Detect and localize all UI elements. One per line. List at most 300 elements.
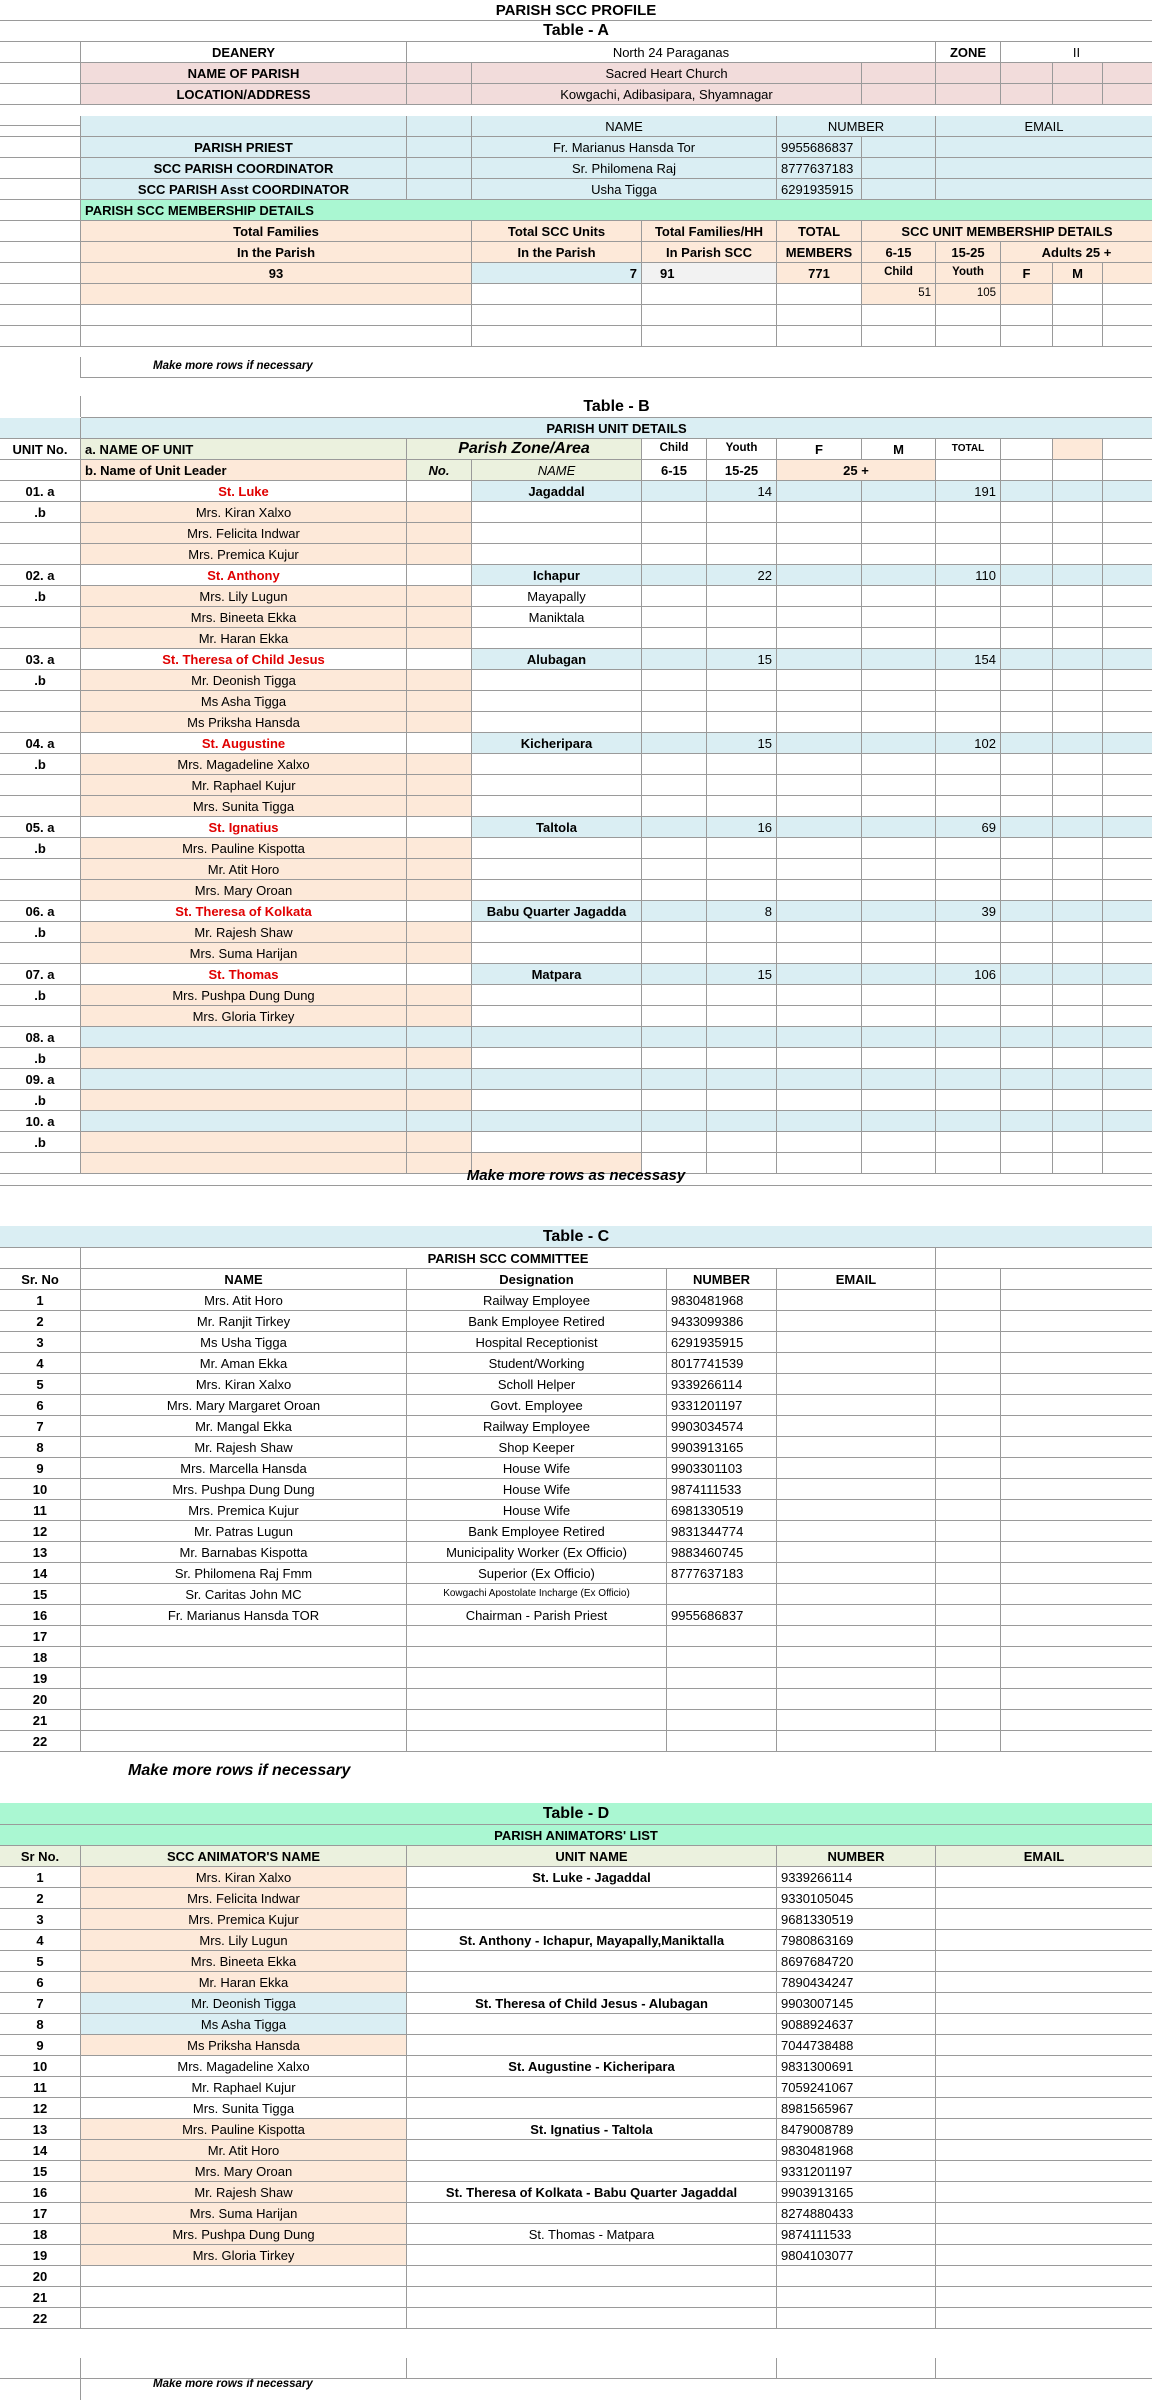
member-name [81,1626,407,1647]
unit-zone [472,523,642,544]
cell [777,1048,862,1069]
h-in-parish: In the Parish [81,242,472,263]
animator-number: 9831300691 [777,2056,936,2077]
animator-unit [407,2161,777,2182]
cell [936,2224,1152,2245]
unit-child [642,901,707,922]
cell [936,158,1152,179]
unit-total [936,607,1001,628]
animator-name: Mrs. Lily Lugun [81,1930,407,1951]
table-d-title: Table - D [0,1803,1152,1825]
unit-leader: Ms Asha Tigga [81,691,407,712]
member-name: Mrs. Kiran Xalxo [81,1374,407,1395]
member-name: Mrs. Atit Horo [81,1290,407,1311]
unit-leader: Mrs. Mary Oroan [81,880,407,901]
table-row [0,838,1152,859]
cell [1001,880,1053,901]
cell [777,796,862,817]
unit-youth [707,922,777,943]
unit-leader: Mrs. Pauline Kispotta [81,838,407,859]
table-row [0,2119,1152,2140]
cell [777,326,862,347]
cell [777,1027,862,1048]
cell [862,901,936,922]
table-row [0,628,1152,649]
table-row [0,2266,1152,2287]
member-name: Fr. Marianus Hansda TOR [81,1605,407,1626]
table-row [0,859,1152,880]
member-name: Mrs. Marcella Hansda [81,1458,407,1479]
unit-zone [472,1006,642,1027]
table-row [0,1416,1152,1437]
cell [936,1605,1001,1626]
cell [1103,523,1152,544]
h-total-families: Total Families [81,221,472,242]
cell [1103,943,1152,964]
h-b-f: F [777,439,862,460]
member-designation: House Wife [407,1458,667,1479]
cell [777,1311,936,1332]
unit-leader: Ms Priksha Hansda [81,712,407,733]
cell [1053,985,1103,1006]
animator-name [81,2266,407,2287]
unit-youth: 15 [707,649,777,670]
col-email: EMAIL [936,116,1152,137]
cell [777,691,862,712]
cell [1053,859,1103,880]
table-row [0,2140,1152,2161]
cell [1053,305,1103,326]
cell [1053,901,1103,922]
animator-number: 9339266114 [777,1867,936,1888]
cell [1053,502,1103,523]
unit-zone [472,943,642,964]
sr-no: 21 [0,1710,81,1731]
unit-child [642,733,707,754]
cell [936,1353,1001,1374]
sr-no: 2 [0,1888,81,1909]
contact-role: SCC PARISH Asst COORDINATOR [81,179,407,200]
cell [777,754,862,775]
table-row [0,1647,1152,1668]
animator-number: 9903913165 [777,2182,936,2203]
cell [862,305,936,326]
cell [1001,922,1053,943]
animator-number: 8274880433 [777,2203,936,2224]
cell [936,2014,1152,2035]
unit-leader [81,1111,407,1132]
unit-leader: Mrs. Felicita Indwar [81,523,407,544]
unit-no: .b [0,502,81,523]
unit-zone [472,1027,642,1048]
unit-child [642,817,707,838]
table-c-title-row [0,1226,1152,1247]
sr-no: 21 [0,2287,81,2308]
table-a-title: Table - A [0,21,1152,42]
table-row [0,1972,1152,1993]
member-number [667,1668,777,1689]
table-row [0,2098,1152,2119]
cell [1001,1500,1152,1521]
member-designation: Scholl Helper [407,1374,667,1395]
unit-total: 102 [936,733,1001,754]
unit-youth [707,943,777,964]
unit-total [936,670,1001,691]
cell [1001,502,1053,523]
cell [1103,628,1152,649]
cell [936,1458,1001,1479]
h-b-6-15: 6-15 [642,460,707,481]
contact-name: Usha Tigga [472,179,777,200]
unit-total [936,586,1001,607]
animator-name: Mr. Rajesh Shaw [81,2182,407,2203]
animator-number: 7059241067 [777,2077,936,2098]
h-b-total: TOTAL [936,439,1001,460]
unit-zone [472,691,642,712]
cell [862,1111,936,1132]
cell [1001,1479,1152,1500]
unit-youth [707,838,777,859]
member-name: Mr. Aman Ekka [81,1353,407,1374]
sr-no: 7 [0,1416,81,1437]
cell [777,565,862,586]
sr-no: 9 [0,2035,81,2056]
animator-unit: St. Theresa of Child Jesus - Alubagan [407,1993,777,2014]
cell [407,1006,472,1027]
animator-number [777,2308,936,2329]
animator-number: 8697684720 [777,1951,936,1972]
cell [1103,880,1152,901]
unit-leader: Mr. Atit Horo [81,859,407,880]
unit-child [642,1132,707,1153]
cell [777,1006,862,1027]
unit-total: 106 [936,964,1001,985]
table-b-subtitle-row [0,418,1152,439]
cell [777,670,862,691]
table-row [0,1542,1152,1563]
table-a-note: Make more rows if necessary [81,357,1152,378]
parish-value: Sacred Heart Church [472,63,862,84]
cell [1001,817,1053,838]
animator-number [777,2287,936,2308]
unit-no: .b [0,670,81,691]
cell [407,1090,472,1111]
cell [862,1027,936,1048]
sr-no: 4 [0,1353,81,1374]
cell [777,1132,862,1153]
unit-youth [707,859,777,880]
cell [777,1069,862,1090]
cell [862,859,936,880]
cell [1103,607,1152,628]
cell [407,691,472,712]
unit-youth [707,1027,777,1048]
cell [936,1395,1001,1416]
sr-no: 11 [0,2077,81,2098]
unit-youth: 22 [707,565,777,586]
unit-youth [707,502,777,523]
table-d-note: Make more rows if necessary [153,2379,313,2390]
cell [862,691,936,712]
table-row [0,1951,1152,1972]
unit-child [642,754,707,775]
cell [1103,754,1152,775]
unit-total [936,523,1001,544]
unit-child [642,1090,707,1111]
table-row [0,1374,1152,1395]
unit-total [936,691,1001,712]
cell [1103,775,1152,796]
animator-name: Mrs. Gloria Tirkey [81,2245,407,2266]
contact-name: Sr. Philomena Raj [472,158,777,179]
unit-leader: Mrs. Kiran Xalxo [81,502,407,523]
cell [777,1090,862,1111]
unit-zone: Babu Quarter Jagadda [472,901,642,922]
member-number: 9903034574 [667,1416,777,1437]
cell [1053,670,1103,691]
sr-no: 18 [0,1647,81,1668]
sr-no: 14 [0,2140,81,2161]
member-number [667,1731,777,1752]
table-row [0,670,1152,691]
sr-no: 22 [0,2308,81,2329]
cell [862,1048,936,1069]
animator-unit: St. Thomas - Matpara [407,2224,777,2245]
cell [1001,1395,1152,1416]
cell [936,1542,1001,1563]
member-designation: Govt. Employee [407,1395,667,1416]
cell [777,1111,862,1132]
cell [777,901,862,922]
cell [1053,691,1103,712]
cell [407,775,472,796]
unit-zone [472,712,642,733]
cell [777,628,862,649]
cell [1053,1090,1103,1111]
table-row [0,1458,1152,1479]
cell [1103,1090,1152,1111]
animator-unit: St. Ignatius - Taltola [407,2119,777,2140]
cell [862,775,936,796]
cell [1001,754,1053,775]
cell [1103,1111,1152,1132]
unit-no [0,712,81,733]
animator-name: Mr. Atit Horo [81,2140,407,2161]
table-b-title: Table - B [81,396,1152,418]
cell [1103,305,1152,326]
cell [1001,607,1053,628]
unit-no: 02. a [0,565,81,586]
unit-zone [472,796,642,817]
table-row [0,1069,1152,1090]
cell [936,2161,1152,2182]
cell [1001,326,1053,347]
cell [1103,544,1152,565]
cell [1103,670,1152,691]
table-row [0,1909,1152,1930]
unit-zone [472,670,642,691]
sr-no: 10 [0,1479,81,1500]
unit-leader: Mrs. Premica Kujur [81,544,407,565]
unit-youth [707,880,777,901]
member-designation: Student/Working [407,1353,667,1374]
table-row [0,880,1152,901]
animator-name: Mrs. Sunita Tigga [81,2098,407,2119]
unit-leader: Mrs. Suma Harijan [81,943,407,964]
unit-zone [472,1069,642,1090]
unit-child [642,1006,707,1027]
unit-child [642,943,707,964]
cell [777,712,862,733]
contact-role: SCC PARISH COORDINATOR [81,158,407,179]
h-members: MEMBERS [777,242,862,263]
sr-no: 1 [0,1867,81,1888]
cell [777,1395,936,1416]
cell [936,1867,1152,1888]
cell [407,796,472,817]
cell [1001,1311,1152,1332]
cell [0,326,81,347]
unit-child [642,964,707,985]
unit-no [0,775,81,796]
table-row [0,2203,1152,2224]
unit-leader: Mr. Rajesh Shaw [81,922,407,943]
cell [777,1605,936,1626]
animator-number [777,2266,936,2287]
cell [407,565,472,586]
cell [936,2287,1152,2308]
cell [1001,1731,1152,1752]
sr-no: 16 [0,2182,81,2203]
cell [862,326,936,347]
cell [1103,838,1152,859]
table-row [0,1521,1152,1542]
location-label: LOCATION/ADDRESS [81,84,407,105]
animator-name: Mr. Raphael Kujur [81,2077,407,2098]
h-unit-membership: SCC UNIT MEMBERSHIP DETAILS [862,221,1152,242]
unit-youth [707,754,777,775]
cell [936,2266,1152,2287]
cell [1053,733,1103,754]
cell [936,2035,1152,2056]
table-row [0,544,1152,565]
cell [407,838,472,859]
cell [936,1888,1152,1909]
deanery-label: DEANERY [81,42,407,63]
h-b-name: NAME [472,460,642,481]
unit-zone [472,1090,642,1111]
unit-no: .b [0,985,81,1006]
table-row [0,1048,1152,1069]
cell [1001,1048,1053,1069]
cell [1053,1048,1103,1069]
member-name [81,1731,407,1752]
unit-zone: Ichapur [472,565,642,586]
table-c-note-row [0,1760,1152,1781]
table-row [0,649,1152,670]
v-families: 93 [81,263,472,284]
unit-zone: Kicheripara [472,733,642,754]
member-number: 9831344774 [667,1521,777,1542]
cell [407,607,472,628]
member-number: 9874111533 [667,1479,777,1500]
table-row [0,1500,1152,1521]
deanery-value: North 24 Paraganas [407,42,936,63]
sr-no: 19 [0,2245,81,2266]
unit-no: .b [0,838,81,859]
table-row [0,943,1152,964]
table-row [0,922,1152,943]
table-row [0,1479,1152,1500]
unit-child [642,502,707,523]
table-row [0,502,1152,523]
cell [1001,838,1053,859]
h-c-email: EMAIL [777,1269,936,1290]
cell [0,179,81,200]
membership-header-2 [0,242,1152,263]
cell [1001,1458,1152,1479]
cell [777,1500,936,1521]
member-designation [407,1668,667,1689]
animator-name: Mrs. Pushpa Dung Dung [81,2224,407,2245]
animator-unit [407,2035,777,2056]
unit-no: .b [0,922,81,943]
animator-unit [407,2245,777,2266]
unit-youth: 15 [707,964,777,985]
sr-no: 18 [0,2224,81,2245]
h-d-sr: Sr No. [0,1846,81,1867]
unit-leader [81,1132,407,1153]
cell [936,1647,1001,1668]
unit-leader: Mr. Haran Ekka [81,628,407,649]
h-total-hh: Total Families/HH [642,221,777,242]
cell [1053,796,1103,817]
cell [1001,565,1053,586]
table-row [0,2077,1152,2098]
member-number [667,1710,777,1731]
unit-youth [707,985,777,1006]
cell [1103,859,1152,880]
cell [777,586,862,607]
cell [1053,880,1103,901]
unit-child [642,1069,707,1090]
h-b-youth: Youth [707,439,777,460]
member-name: Mr. Patras Lugun [81,1521,407,1542]
unit-zone [472,1132,642,1153]
h-adults: Adults 25 + [1001,242,1152,263]
animator-number: 7980863169 [777,1930,936,1951]
cell [1103,922,1152,943]
sr-no: 13 [0,2119,81,2140]
member-designation: Railway Employee [407,1416,667,1437]
sr-no: 3 [0,1909,81,1930]
contact-number: 6291935915 [777,179,862,200]
cell [777,985,862,1006]
cell [407,880,472,901]
table-row [0,1584,1152,1605]
cell [1053,565,1103,586]
cell [1001,985,1053,1006]
cell [1053,544,1103,565]
unit-total [936,544,1001,565]
unit-child [642,670,707,691]
sr-no: 8 [0,2014,81,2035]
unit-zone [472,859,642,880]
unit-zone [472,628,642,649]
table-row [0,523,1152,544]
h-d-unit: UNIT NAME [407,1846,777,1867]
unit-leader [81,1069,407,1090]
